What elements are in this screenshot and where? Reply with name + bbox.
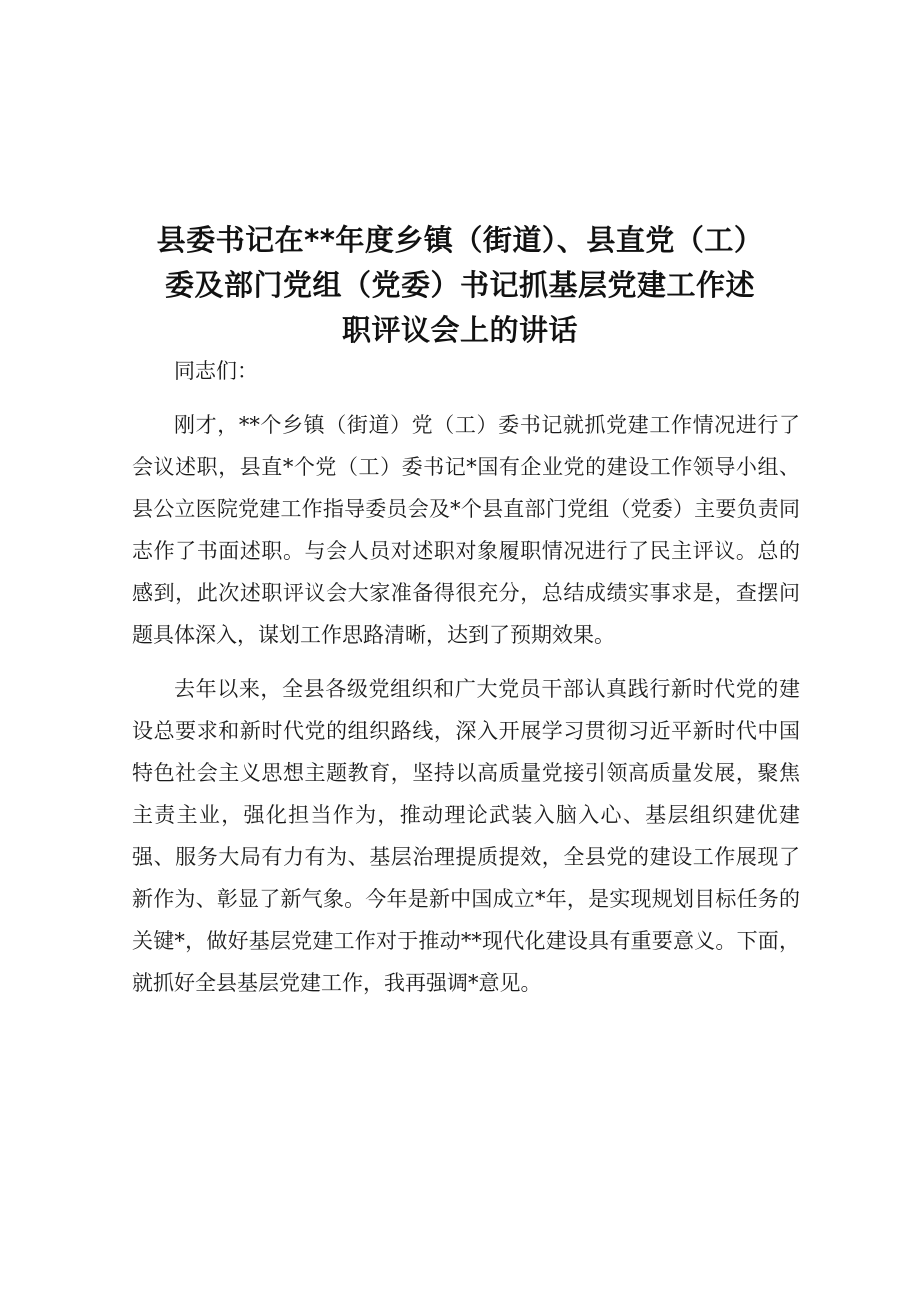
document-title [130, 218, 790, 353]
paragraph-2: 去年以来，全县各级党组织和广大党员干部认真践行新时代党的建设总要求和新时代党的组织路线，深入开展学习贯彻习近平新时代中国特色社会主义思想主题教育，坚持以高质量党接引领高质量发展，聚焦主责主业，强化担当作为，推动理论武装入脑入心、基层组织建优建强、服务大局有力有为、基层治理提质提效，全县党的建设工作展现了新作为、彰显了新气象。今年是新中国成立*年，是实现规划目标任务的关键*，做好基层党建工作对于推动**现代化建设具有重要意义。下面，就抓好全县基层党建工作，我再强调*意见。 [132, 677, 800, 995]
paragraph-1: 刚才，**个乡镇（街道）党（工）委书记就抓党建工作情况进行了会议述职，县直*个党（工）委书记*国有企业党的建设工作领导小组、县公立医院党建工作指导委员会及*个县直部门党组（党委）主要负责同志作了书面述职。与会人员对述职对象履职情况进行了民主评议。总的感到，此次述职评议会大家准备得很充分，总结成绩实事求是，查摆问题具体深入，谋划工作思路清晰，达到了预期效果。 [132, 413, 800, 647]
salutation: 同志们： [174, 359, 258, 383]
title-line-2: 委及部门党组（党委）书记抓基层党建工作述 [164, 268, 755, 302]
title-line-3: 职评议会上的讲话 [341, 313, 578, 347]
document-body [132, 350, 800, 1016]
title-line-1: 县委书记在**年度乡镇（街道）、县直党（工） [156, 223, 764, 257]
